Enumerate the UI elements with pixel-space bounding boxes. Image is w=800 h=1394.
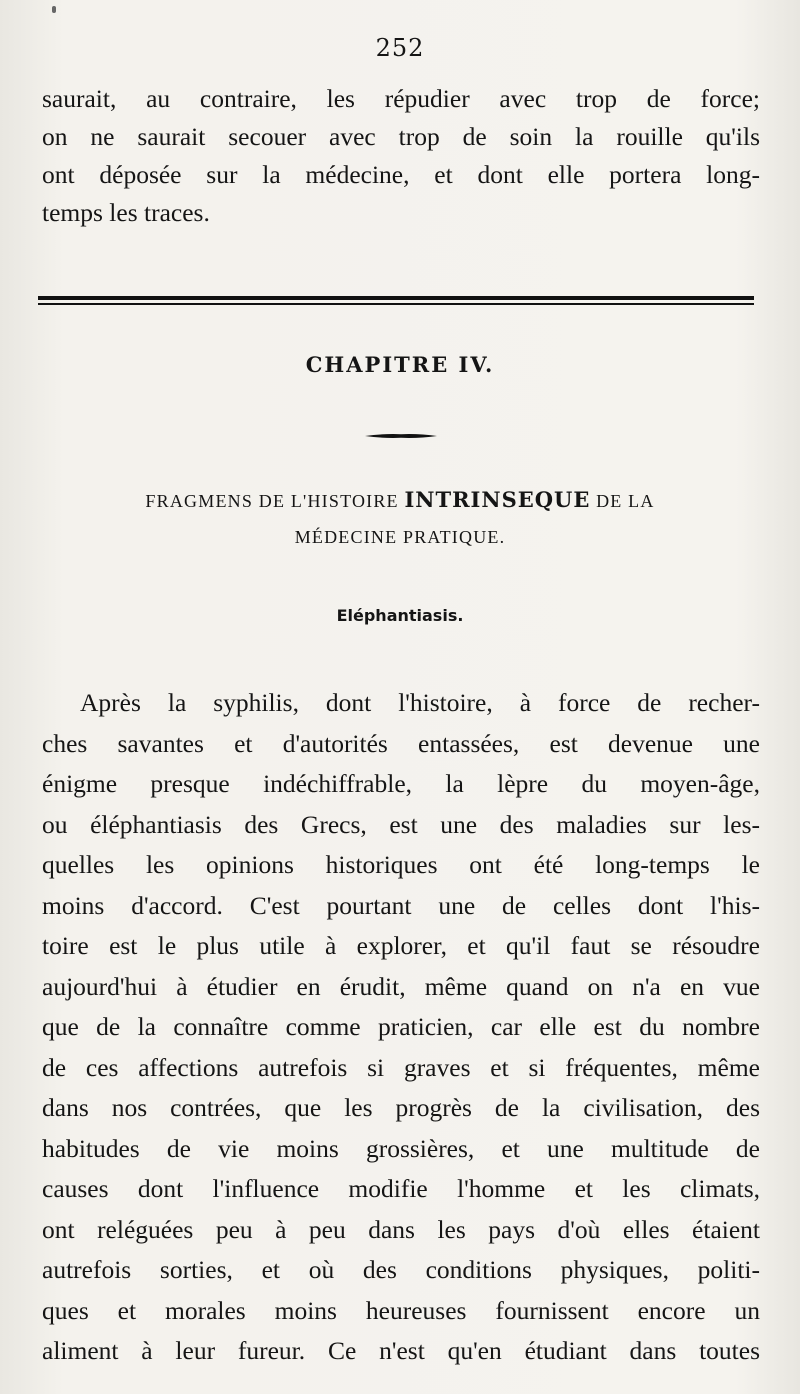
section-heading-part-3: DE LA bbox=[596, 491, 655, 511]
section-heading-emphasis: INTRINSEQUE bbox=[404, 487, 591, 512]
top-paragraph bbox=[42, 80, 760, 232]
text-line: ont reléguées peu à peu dans les pays d'où elles étaient bbox=[42, 1214, 760, 1244]
chapter-title: CHAPITRE IV. bbox=[305, 352, 495, 377]
section-heading-line-1 bbox=[60, 482, 740, 519]
text-line: énigme presque indéchiffrable, la lèpre du moyen-âge, bbox=[42, 769, 760, 798]
section-heading-part-1: FRAGMENS DE L'HISTOIRE bbox=[145, 491, 399, 511]
chapter-divider-thick bbox=[38, 296, 754, 300]
text-line: de ces affections autrefois si graves et si fréquentes, même bbox=[42, 1052, 760, 1082]
text-line: causes dont l'influence modifie l'homme et les climats, bbox=[42, 1174, 760, 1203]
text-line: temps les traces. bbox=[42, 198, 210, 227]
text-line: dans nos contrées, que les progrès de la civilisation, des bbox=[42, 1093, 760, 1122]
text-line: Après la syphilis, dont l'histoire, à force de recher- bbox=[80, 688, 760, 717]
text-line: ches savantes et d'autorités entassées, est devenue une bbox=[42, 728, 760, 758]
text-line: que de la connaître comme praticien, car elle est du nombre bbox=[42, 1012, 760, 1041]
text-line: ont déposée sur la médecine, et dont elle portera long- bbox=[42, 160, 760, 189]
ink-speck bbox=[52, 6, 56, 13]
text-line: quelles les opinions historiques ont été long-temps le bbox=[42, 850, 760, 879]
text-line: toire est le plus utile à explorer, et qu'il faut se résoudre bbox=[42, 931, 760, 960]
page-number: 252 bbox=[375, 34, 425, 62]
text-line: aujourd'hui à étudier en érudit, même quand on n'a en vue bbox=[42, 971, 760, 1001]
text-line: aliment à leur fureur. Ce n'est qu'en étudiant dans toutes bbox=[42, 1336, 760, 1365]
subsection-title: Eléphantiasis. bbox=[336, 606, 464, 625]
section-heading bbox=[60, 482, 740, 555]
text-line: on ne saurait secouer avec trop de soin la rouille qu'ils bbox=[42, 122, 760, 151]
text-line: ou éléphantiasis des Grecs, est une des maladies sur les- bbox=[42, 809, 760, 839]
text-line: autrefois sorties, et où des conditions physiques, politi- bbox=[42, 1255, 760, 1284]
text-line: saurait, au contraire, les répudier avec trop de force; bbox=[42, 84, 760, 113]
text-line: ques et morales moins heureuses fournissent encore un bbox=[42, 1295, 760, 1325]
main-paragraph bbox=[42, 683, 760, 1372]
text-line: habitudes de vie moins grossières, et une multitude de bbox=[42, 1133, 760, 1163]
ornament-rule bbox=[365, 433, 437, 439]
section-heading-line-2: MÉDECINE PRATIQUE. bbox=[294, 527, 506, 547]
text-line: moins d'accord. C'est pourtant une de celles dont l'his- bbox=[42, 890, 760, 920]
chapter-divider-thin bbox=[38, 303, 754, 305]
